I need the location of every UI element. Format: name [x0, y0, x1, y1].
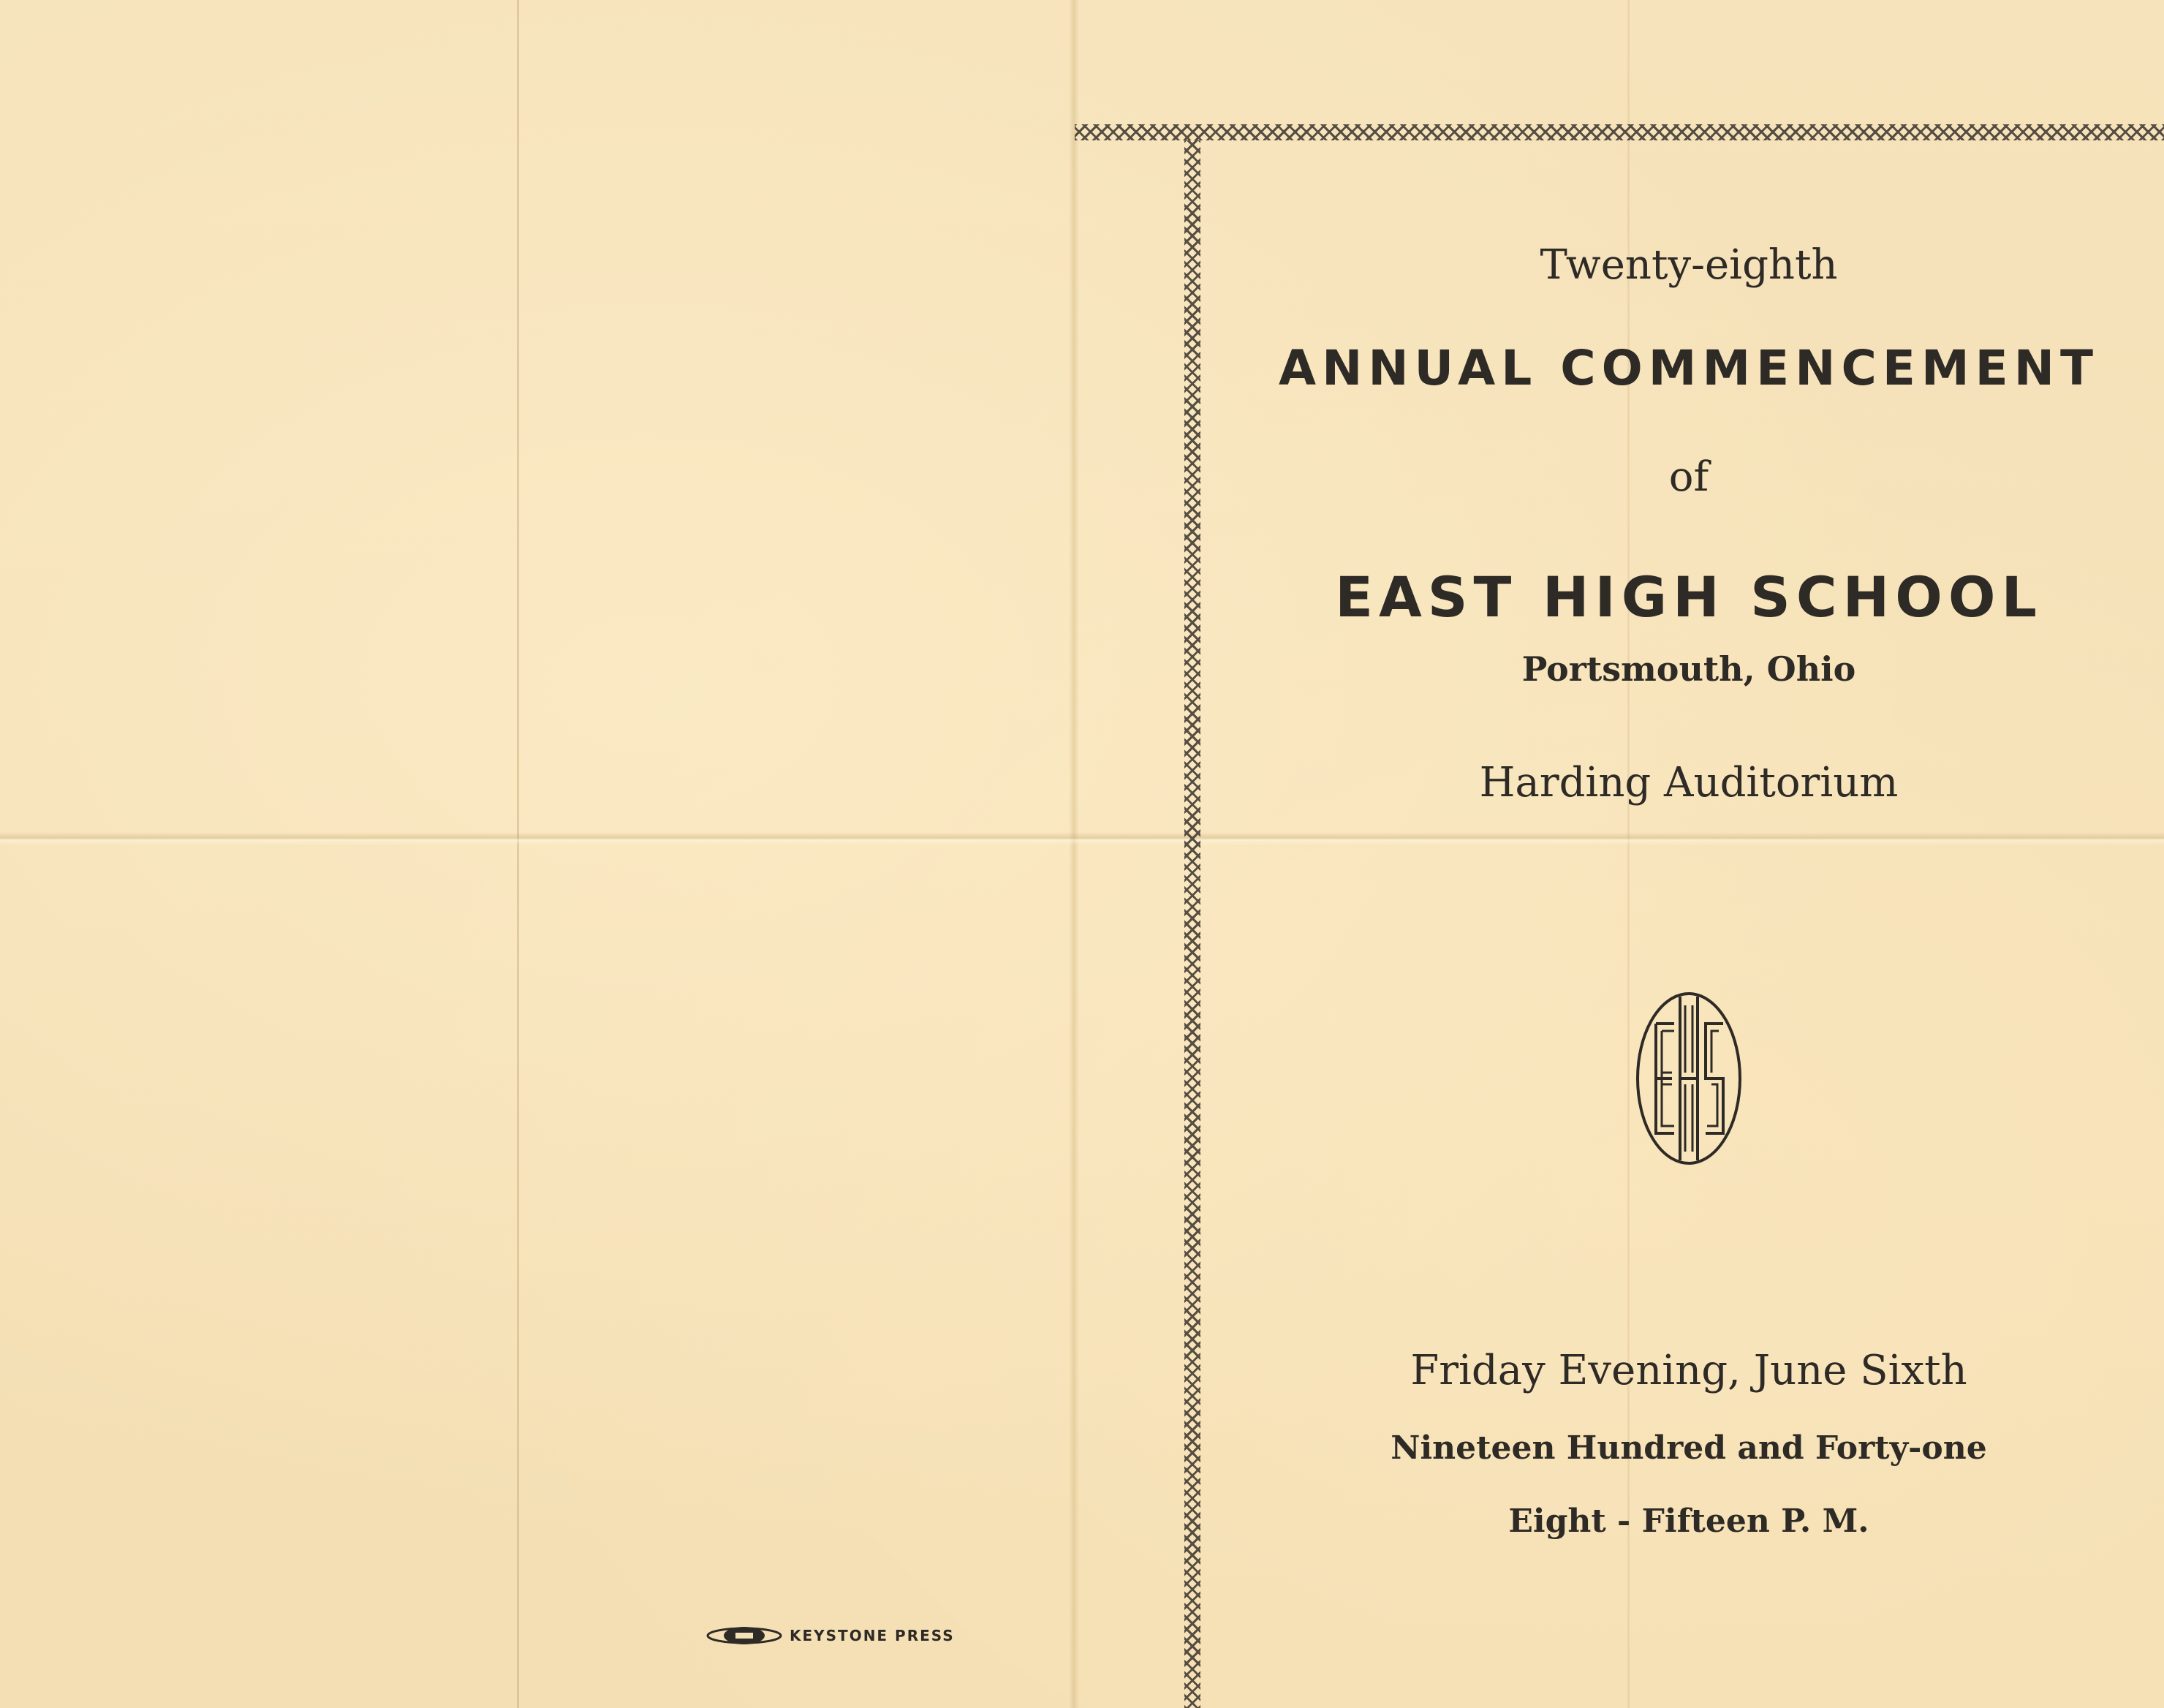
event-time: Eight - Fifteen P. M. — [1508, 1503, 1869, 1540]
event-date: Friday Evening, June Sixth — [1410, 1347, 1967, 1394]
rope-border-left — [1184, 140, 1200, 1708]
printer-mark — [706, 1625, 955, 1647]
event-year: Nineteen Hundred and Forty-one — [1391, 1429, 1987, 1467]
ordinal-line: Twenty-eighth — [1540, 241, 1838, 289]
connector-word: of — [1668, 453, 1709, 501]
venue-name: Harding Auditorium — [1479, 759, 1899, 806]
keystone-logo-icon — [706, 1625, 782, 1647]
ehs-monogram-icon — [1634, 991, 1744, 1166]
cover-panel — [1214, 0, 2164, 1708]
school-name: EAST HIGH SCHOOL — [1335, 564, 2043, 630]
fold-center — [1069, 0, 1079, 1708]
event-title: ANNUAL COMMENCEMENT — [1279, 340, 2099, 396]
fold-crease-left — [517, 0, 519, 1708]
school-location: Portsmouth, Ohio — [1521, 649, 1856, 689]
printer-name: KEYSTONE PRESS — [790, 1627, 955, 1644]
